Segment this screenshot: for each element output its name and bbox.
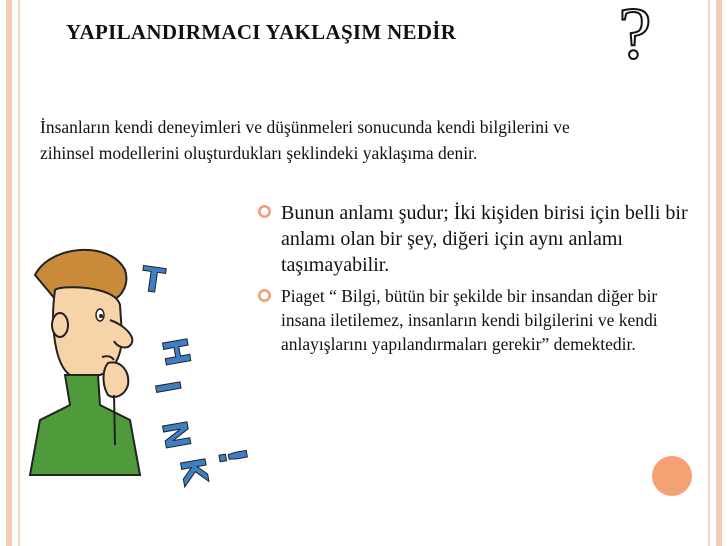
slide-title: YAPILANDIRMACI YAKLAŞIM NEDİR	[66, 20, 457, 44]
svg-text:?: ?	[618, 0, 652, 75]
bullet-text: Piaget “ Bilgi, bütün bir şekilde bir insandan diğer bir insana iletilemez, insanların kendi bilgilerini ve kendi anlayışlarını yapılandırmaları gerekir” demektedir.	[281, 286, 658, 354]
bullet-icon	[258, 205, 271, 218]
bullet-item	[258, 284, 661, 356]
decorative-circle	[652, 456, 692, 496]
bullet-icon	[258, 289, 271, 302]
bullet-list	[258, 200, 698, 356]
svg-text:K: K	[171, 454, 216, 488]
svg-text:H: H	[153, 334, 198, 370]
question-mark-icon	[605, 0, 665, 75]
bullet-item	[258, 200, 698, 278]
svg-text:N: N	[153, 417, 198, 453]
slide-border-right	[716, 0, 722, 546]
svg-text:!: !	[209, 443, 256, 469]
slide-border-right-inner	[708, 0, 710, 546]
svg-text:T: T	[138, 259, 168, 303]
bullet-text: Bunun anlamı şudur; İki kişiden birisi için belli bir anlamı olan bir şey, diğeri için aynı anlamı taşımayabilir.	[281, 202, 688, 276]
slide-border-left	[6, 0, 12, 546]
svg-text:I: I	[146, 377, 188, 398]
intro-paragraph: İnsanların kendi deneyimleri ve düşünmeleri sonucunda kendi bilgilerini ve zihinsel modellerini oluşturdukları şeklindeki yaklaşıma denir.	[40, 117, 570, 163]
thinking-man-illustration	[30, 245, 256, 488]
slide-border-left-inner	[18, 0, 20, 546]
